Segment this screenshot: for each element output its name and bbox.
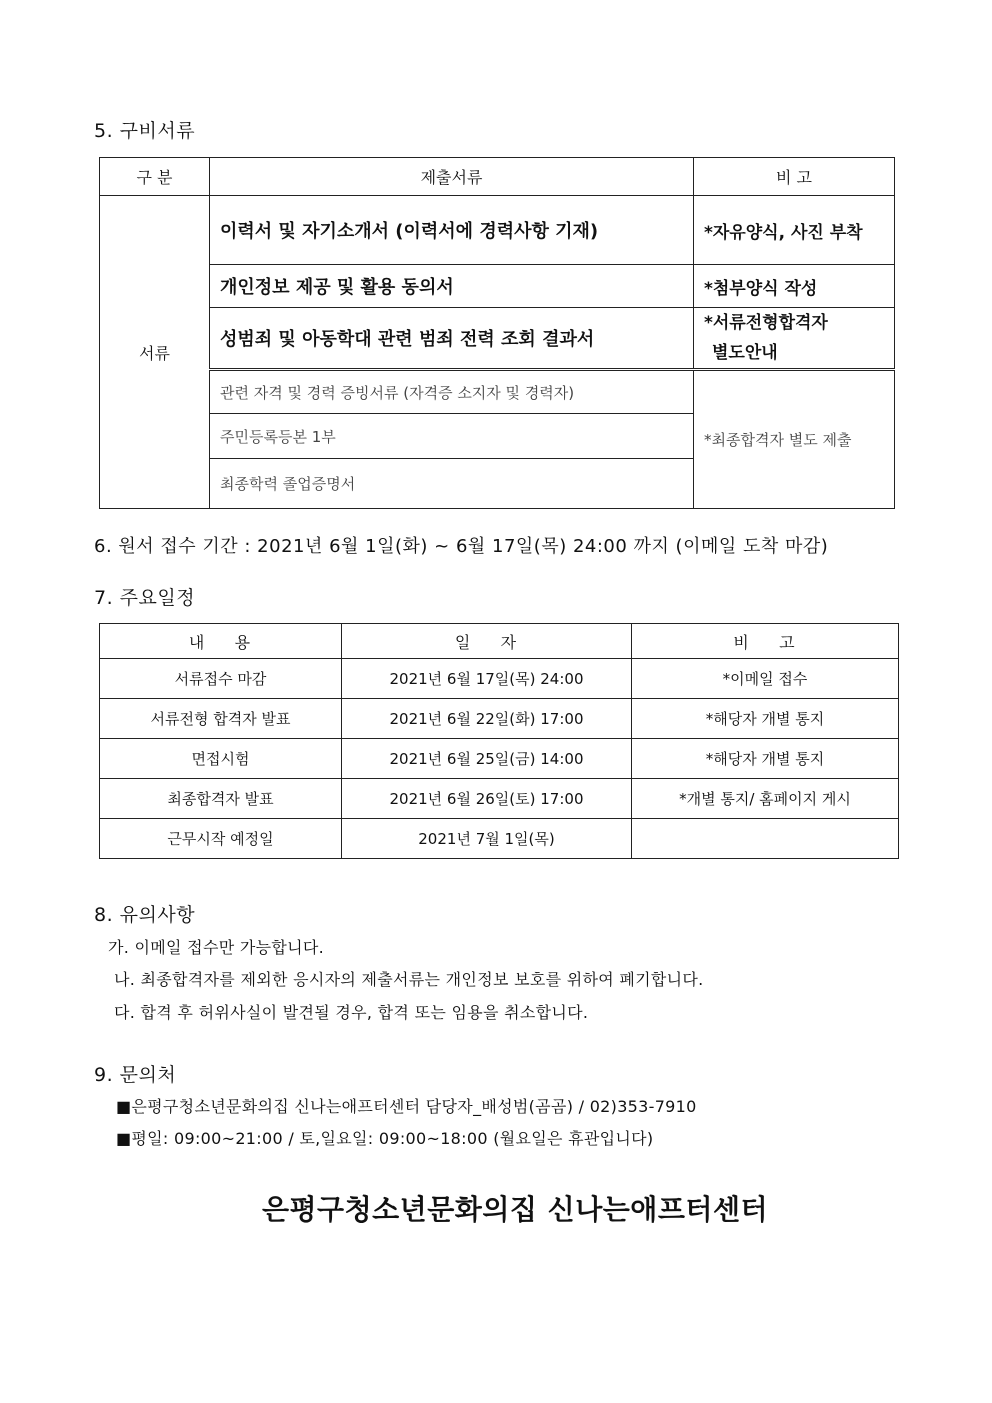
schedule-item: 최종합격자 발표	[100, 779, 342, 819]
document-cell: 최종학력 졸업증명서	[210, 459, 694, 509]
schedule-item: 면접시험	[100, 739, 342, 779]
table-row	[100, 699, 899, 739]
section-9-title: 9. 문의처	[94, 1064, 177, 1086]
note-cell: *첨부양식 작성	[694, 265, 895, 308]
organization-title: 은평구청소년문화의집 신나는애프터센터	[261, 1193, 769, 1226]
schedule-date: 2021년 7월 1일(목)	[342, 819, 632, 859]
table-header-row	[100, 624, 899, 659]
table-row	[100, 196, 895, 265]
table-row	[100, 308, 895, 370]
table-row	[100, 265, 895, 308]
section-6-title: 6. 원서 접수 기간 : 2021년 6월 1일(화) ~ 6월 17일(목) 24:00 까지 (이메일 도착 마감)	[94, 536, 829, 557]
document-cell: 이력서 및 자기소개서 (이력서에 경력사항 기재)	[210, 196, 694, 265]
schedule-date: 2021년 6월 22일(화) 17:00	[342, 699, 632, 739]
table-row	[100, 370, 895, 414]
table-row	[100, 779, 899, 819]
note-line: *서류전형합격자	[704, 313, 828, 333]
schedule-note: *개별 통지/ 홈페이지 게시	[632, 779, 899, 819]
schedule-table	[99, 623, 899, 859]
documents-table	[99, 157, 895, 509]
header-category: 구 분	[100, 158, 210, 196]
table-row	[100, 659, 899, 699]
note-cell: *자유양식, 사진 부착	[694, 196, 895, 265]
document-cell: 개인정보 제공 및 활용 동의서	[210, 265, 694, 308]
document-cell: 주민등록등본 1부	[210, 414, 694, 459]
table-row	[100, 819, 899, 859]
table-header-row	[100, 158, 895, 196]
schedule-item: 서류접수 마감	[100, 659, 342, 699]
schedule-note: *해당자 개별 통지	[632, 699, 899, 739]
schedule-item: 근무시작 예정일	[100, 819, 342, 859]
section-7-title: 7. 주요일정	[94, 587, 196, 609]
notice-item: 다. 합격 후 허위사실이 발견될 경우, 합격 또는 임용을 취소합니다.	[114, 1003, 589, 1022]
header-note: 비 고	[632, 624, 899, 659]
header-documents: 제출서류	[210, 158, 694, 196]
header-notes: 비 고	[694, 158, 895, 196]
note-cell	[694, 308, 895, 370]
contact-line: ■은평구청소년문화의집 신나는애프터센터 담당자_배성범(곰곰) / 02)353-7910	[116, 1097, 697, 1116]
category-cell: 서류	[100, 196, 210, 509]
schedule-note: *해당자 개별 통지	[632, 739, 899, 779]
schedule-date: 2021년 6월 25일(금) 14:00	[342, 739, 632, 779]
schedule-date: 2021년 6월 26일(토) 17:00	[342, 779, 632, 819]
document-cell: 관련 자격 및 경력 증빙서류 (자격증 소지자 및 경력자)	[210, 370, 694, 414]
schedule-date: 2021년 6월 17일(목) 24:00	[342, 659, 632, 699]
schedule-item: 서류전형 합격자 발표	[100, 699, 342, 739]
header-item: 내 용	[100, 624, 342, 659]
contact-line: ■평일: 09:00~21:00 / 토,일요일: 09:00~18:00 (월요일은 휴관입니다)	[116, 1129, 654, 1148]
header-date: 일 자	[342, 624, 632, 659]
document-cell: 성범죄 및 아동학대 관련 범죄 전력 조회 결과서	[210, 308, 694, 370]
note-line: 별도안내	[712, 343, 778, 363]
schedule-note	[632, 819, 899, 859]
section-5-title: 5. 구비서류	[94, 120, 196, 142]
table-row	[100, 739, 899, 779]
notice-item: 가. 이메일 접수만 가능합니다.	[108, 938, 325, 957]
final-note-cell: *최종합격자 별도 제출	[694, 370, 895, 509]
schedule-note: *이메일 접수	[632, 659, 899, 699]
section-8-title: 8. 유의사항	[94, 904, 196, 926]
notice-item: 나. 최종합격자를 제외한 응시자의 제출서류는 개인정보 보호를 위하여 폐기합니다.	[114, 970, 704, 989]
